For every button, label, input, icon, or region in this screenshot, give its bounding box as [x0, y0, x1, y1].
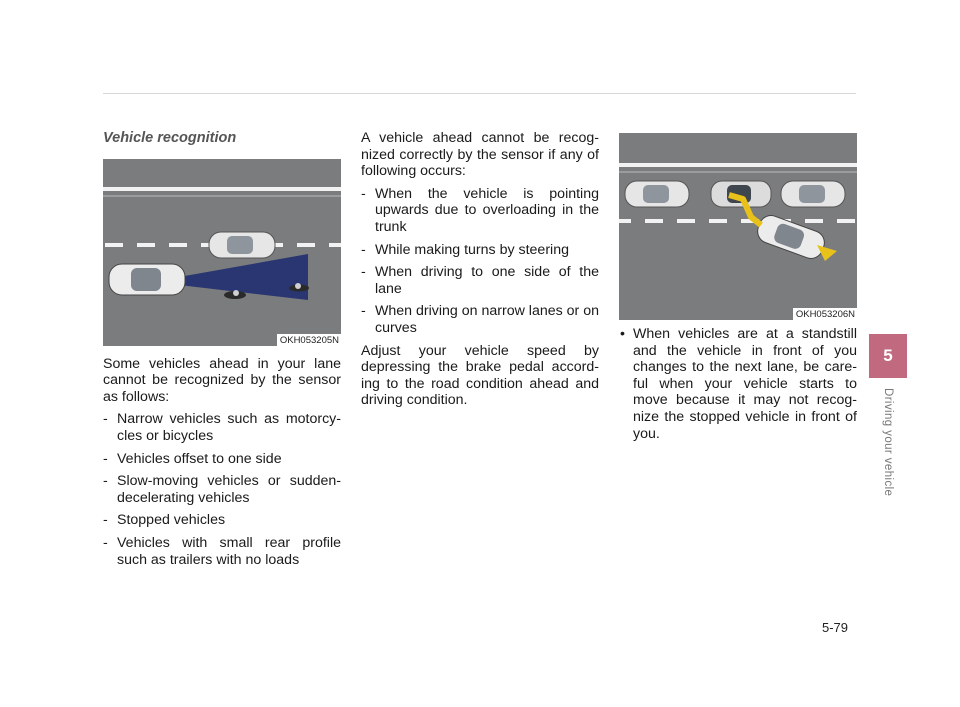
list-item: - Narrow vehicles such as motorcy-cles or bicycles: [103, 411, 341, 444]
road-illustration-2: [619, 133, 857, 320]
bullet-list: [619, 326, 857, 442]
list-item: - Slow-moving vehicles or sudden-decelerating vehicles: [103, 473, 341, 506]
condition-list: [103, 411, 341, 568]
chapter-title: Driving your vehicle: [882, 388, 894, 497]
column-3-text: [619, 326, 857, 442]
column-2: [361, 130, 599, 415]
car-icon: [711, 181, 771, 207]
car-icon: [109, 264, 185, 295]
list-item: - Vehicles with small rear profile such as trailers with no loads: [103, 535, 341, 568]
car-icon: [781, 181, 845, 207]
figure-vehicle-recognition: [103, 159, 341, 346]
car-icon: [209, 232, 275, 258]
list-item: - Stopped vehicles: [103, 512, 341, 529]
list-item: - When driving on narrow lanes or on curves: [361, 303, 599, 336]
header-rule: [103, 93, 856, 94]
page-number: 5-79: [822, 620, 849, 635]
list-item: - While making turns by steering: [361, 242, 599, 259]
section-title: Vehicle recognition: [103, 130, 237, 146]
car-icon: [625, 181, 689, 207]
column-1: [103, 130, 341, 574]
chapter-tab: 5: [869, 334, 907, 378]
list-item: - Vehicles offset to one side: [103, 451, 341, 468]
figure-code: OKH053206N: [793, 308, 857, 320]
list-item: • When vehicles are at a standstill and the vehicle in front of you changes to the next lane, be care-ful when your vehicle starts to move because it may not recog-nize the stopped vehicle in front of you.: [619, 326, 857, 442]
road-illustration-1: [103, 159, 341, 346]
condition-list: [361, 186, 599, 337]
figure-lane-change: [619, 133, 857, 320]
intro-text: Some vehicles ahead in your lane cannot be recognized by the sensor as follows:: [103, 355, 341, 405]
outro-text: Adjust your vehicle speed by depressing the brake pedal accord-ing to the road condition ahead and driving condition.: [361, 342, 599, 409]
figure-code: OKH053205N: [277, 334, 341, 346]
intro-text: A vehicle ahead cannot be recog-nized correctly by the sensor if any of following occurs:: [361, 130, 599, 180]
list-item: - When the vehicle is pointing upwards due to overloading in the trunk: [361, 186, 599, 236]
list-item: - When driving to one side of the lane: [361, 264, 599, 297]
